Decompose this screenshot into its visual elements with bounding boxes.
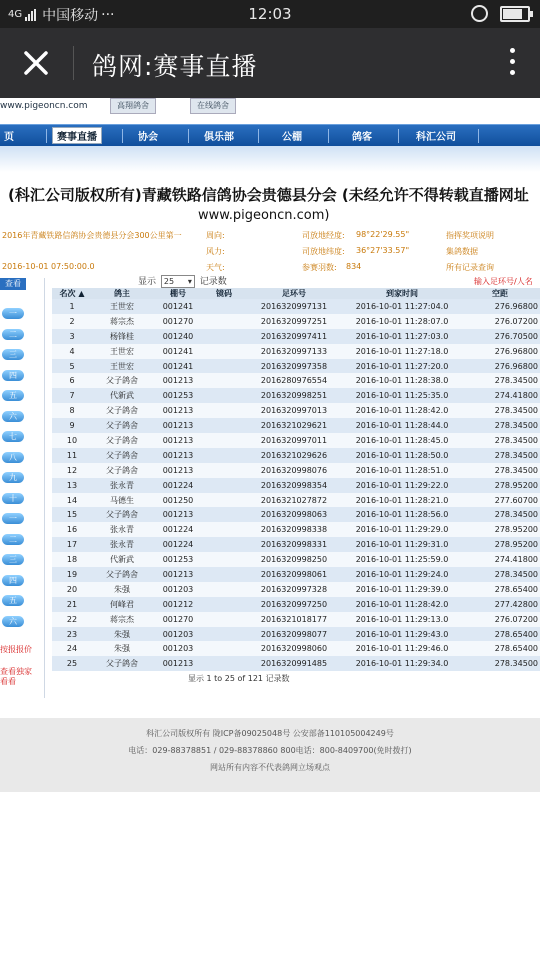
footer-phone: 电话：029-88378851 / 029-88378860 800电话：800-8409700(免时拨打) <box>128 746 412 755</box>
top-tabs <box>0 98 540 120</box>
nav-association[interactable]: 协会 <box>138 132 158 143</box>
table-cell: 2016320997328 <box>244 582 344 597</box>
table-cell: 14 <box>52 493 92 508</box>
app-bar <box>0 28 540 98</box>
lng-value: 98°22'29.55" <box>356 230 410 239</box>
table-cell: 001203 <box>152 641 204 656</box>
table-cell <box>204 478 244 493</box>
sidebar-page-button[interactable]: 七 <box>2 431 24 442</box>
table-cell: 278.95200 <box>460 478 540 493</box>
table-cell: 2016320998060 <box>244 641 344 656</box>
table-cell: 2016321029626 <box>244 448 344 463</box>
table-cell: 蒋宗杰 <box>92 612 152 627</box>
nav-live[interactable]: 赛事直播 <box>52 127 102 144</box>
table-cell: 001213 <box>152 403 204 418</box>
table-cell <box>204 448 244 463</box>
table-cell: 2016-10-01 11:25:35.0 <box>344 388 460 403</box>
table-row[interactable] <box>52 448 540 463</box>
table-row[interactable] <box>52 582 540 597</box>
table-cell: 2016320998076 <box>244 463 344 478</box>
table-cell: 001270 <box>152 314 204 329</box>
table-cell: 278.34500 <box>460 373 540 388</box>
sidebar-page-button[interactable]: 九 <box>2 472 24 483</box>
table-cell: 2016320998063 <box>244 507 344 522</box>
table-cell: 001224 <box>152 537 204 552</box>
table-cell: 7 <box>52 388 92 403</box>
lng-label: 司放地经度: <box>302 231 345 240</box>
sidebar-head: 查看 <box>0 278 26 290</box>
table-cell: 001213 <box>152 418 204 433</box>
nav-home[interactable]: 页 <box>4 132 14 143</box>
sidebar-page-button[interactable]: 二 <box>2 329 24 340</box>
sidebar-note-3[interactable]: 看看 <box>0 677 16 686</box>
table-cell: 24 <box>52 641 92 656</box>
table-cell: 274.41800 <box>460 552 540 567</box>
table-cell: 杨锋桂 <box>92 329 152 344</box>
table-cell: 2016280976554 <box>244 373 344 388</box>
table-cell: 2016320997358 <box>244 359 344 374</box>
table-cell: 21 <box>52 597 92 612</box>
table-row[interactable] <box>52 641 540 656</box>
pagination-info: 显示 1 to 25 of 121 记录数 <box>188 674 290 683</box>
footer-disclaimer: 网站所有内容不代表鸽网立场观点 <box>210 763 330 772</box>
table-cell: 蒋宗杰 <box>92 314 152 329</box>
page-title: 鸽网:赛事直播 <box>92 52 258 81</box>
table-cell: 001241 <box>152 344 204 359</box>
table-cell: 18 <box>52 552 92 567</box>
table-cell: 278.34500 <box>460 433 540 448</box>
table-cell <box>204 537 244 552</box>
table-cell <box>204 463 244 478</box>
table-cell: 2016-10-01 11:27:04.0 <box>344 299 460 314</box>
table-cell: 277.42800 <box>460 597 540 612</box>
table-cell: 2016320998250 <box>244 552 344 567</box>
site-url[interactable]: www.pigeoncn.com <box>0 101 88 111</box>
table-row[interactable] <box>52 314 540 329</box>
table-cell: 001213 <box>152 373 204 388</box>
table-cell: 3 <box>52 329 92 344</box>
table-row[interactable] <box>52 656 540 671</box>
status-bar <box>0 0 540 28</box>
blank-area <box>0 792 540 960</box>
table-cell: 278.34500 <box>460 656 540 671</box>
notification-dots: ··· <box>101 7 115 23</box>
weather-label: 天气: <box>206 263 225 272</box>
table-cell: 1 <box>52 299 92 314</box>
table-cell: 2016321029621 <box>244 418 344 433</box>
table-cell: 2016320997251 <box>244 314 344 329</box>
table-row[interactable] <box>52 493 540 508</box>
table-cell: 274.41800 <box>460 388 540 403</box>
table-cell: 9 <box>52 418 92 433</box>
nav-shadow <box>0 146 540 172</box>
table-cell: 001240 <box>152 329 204 344</box>
table-cell: 276.96800 <box>460 344 540 359</box>
table-cell: 278.65400 <box>460 582 540 597</box>
table-cell: 001224 <box>152 478 204 493</box>
table-cell <box>204 373 244 388</box>
table-cell: 001213 <box>152 433 204 448</box>
table-cell: 4 <box>52 344 92 359</box>
table-cell: 2016-10-01 11:28:50.0 <box>344 448 460 463</box>
table-cell: 276.70500 <box>460 329 540 344</box>
table-row[interactable] <box>52 359 540 374</box>
table-cell: 276.96800 <box>460 299 540 314</box>
table-row[interactable] <box>52 373 540 388</box>
table-cell: 2016-10-01 11:29:43.0 <box>344 627 460 642</box>
table-cell: 13 <box>52 478 92 493</box>
table-cell <box>204 359 244 374</box>
award-link[interactable]: 指挥奖项说明 <box>446 231 494 240</box>
table-cell <box>204 433 244 448</box>
table-cell: 2016-10-01 11:29:29.0 <box>344 522 460 537</box>
table-cell: 001241 <box>152 359 204 374</box>
table-cell: 001270 <box>152 612 204 627</box>
table-cell: 朱强 <box>92 627 152 642</box>
table-cell: 朱强 <box>92 582 152 597</box>
lat-value: 36°27'33.57" <box>356 246 410 255</box>
table-cell: 278.65400 <box>460 627 540 642</box>
sidebar-page-button[interactable]: 一 <box>2 513 24 524</box>
table-cell: 代新武 <box>92 552 152 567</box>
table-cell: 17 <box>52 537 92 552</box>
table-cell <box>204 299 244 314</box>
race-name: 2016年青藏铁路信鸽协会贵德县分会300公里第一 <box>2 231 182 240</box>
table-cell <box>204 507 244 522</box>
table-row[interactable] <box>52 478 540 493</box>
table-cell: 001213 <box>152 656 204 671</box>
table-cell: 2016320998354 <box>244 478 344 493</box>
tab-gaoxiang[interactable]: 高翔鸽舍 <box>110 98 156 114</box>
table-cell: 2016-10-01 11:28:38.0 <box>344 373 460 388</box>
table-cell: 王世宏 <box>92 344 152 359</box>
table-cell <box>204 403 244 418</box>
table-cell: 12 <box>52 463 92 478</box>
table-cell: 10 <box>52 433 92 448</box>
table-row[interactable] <box>52 522 540 537</box>
clock: 12:03 <box>248 5 292 23</box>
table-cell: 2016321027872 <box>244 493 344 508</box>
column-header[interactable]: 到家时间 <box>344 288 460 299</box>
table-cell <box>204 522 244 537</box>
site-footer <box>0 718 540 792</box>
table-row[interactable] <box>52 552 540 567</box>
table-cell: 2016320997133 <box>244 344 344 359</box>
table-cell: 2016320997011 <box>244 433 344 448</box>
table-cell: 001213 <box>152 507 204 522</box>
table-cell: 001213 <box>152 448 204 463</box>
table-cell: 代新武 <box>92 388 152 403</box>
column-header[interactable]: 足环号 <box>244 288 344 299</box>
table-cell: 2016-10-01 11:29:22.0 <box>344 478 460 493</box>
table-cell: 001212 <box>152 597 204 612</box>
table-cell: 2016320997250 <box>244 597 344 612</box>
table-cell: 22 <box>52 612 92 627</box>
table-cell: 父子鸽舍 <box>92 418 152 433</box>
table-cell: 6 <box>52 373 92 388</box>
table-cell: 2016320998061 <box>244 567 344 582</box>
table-row[interactable] <box>52 299 540 314</box>
close-icon[interactable] <box>18 45 54 81</box>
sidebar-page-button[interactable]: 十 <box>2 493 24 504</box>
table-cell: 何峰君 <box>92 597 152 612</box>
table-cell <box>204 418 244 433</box>
race-site: www.pigeoncn.com) <box>198 208 330 223</box>
table-cell: 276.07200 <box>460 314 540 329</box>
alarm-icon <box>471 5 488 22</box>
table-cell: 王世宏 <box>92 299 152 314</box>
table-cell: 2016-10-01 11:28:42.0 <box>344 597 460 612</box>
table-cell: 278.65400 <box>460 641 540 656</box>
table-cell: 2016-10-01 11:29:31.0 <box>344 537 460 552</box>
table-cell: 2 <box>52 314 92 329</box>
sidebar-page-button[interactable]: 一 <box>2 308 24 319</box>
collect-link[interactable]: 集鸽数据 <box>446 247 478 256</box>
count-label: 参赛羽数: <box>302 263 337 272</box>
table-cell: 278.95200 <box>460 537 540 552</box>
table-cell <box>204 567 244 582</box>
sidebar-page-button[interactable]: 三 <box>2 349 24 360</box>
table-cell: 父子鸽舍 <box>92 403 152 418</box>
table-cell: 2016321018177 <box>244 612 344 627</box>
table-row[interactable] <box>52 403 540 418</box>
table-cell: 2016-10-01 11:28:51.0 <box>344 463 460 478</box>
table-cell: 8 <box>52 403 92 418</box>
release-time: 2016-10-01 07:50:00.0 <box>2 262 95 271</box>
table-cell: 2016-10-01 11:28:45.0 <box>344 433 460 448</box>
table-cell: 2016-10-01 11:29:13.0 <box>344 612 460 627</box>
table-cell <box>204 612 244 627</box>
table-cell: 001250 <box>152 493 204 508</box>
table-cell <box>204 656 244 671</box>
sidebar-page-button[interactable]: 六 <box>2 616 24 627</box>
table-row[interactable] <box>52 567 540 582</box>
divider <box>73 46 74 80</box>
search-hint[interactable]: 输入足环号/人名 <box>474 277 533 286</box>
table-cell: 2016-10-01 11:27:18.0 <box>344 344 460 359</box>
sidebar <box>0 278 45 698</box>
table-cell: 2016320991485 <box>244 656 344 671</box>
table-cell <box>204 552 244 567</box>
sidebar-page-button[interactable]: 二 <box>2 534 24 545</box>
table-cell: 马德生 <box>92 493 152 508</box>
table-cell: 2016320997131 <box>244 299 344 314</box>
column-header[interactable]: 空距 <box>460 288 540 299</box>
sidebar-page-button[interactable]: 五 <box>2 390 24 401</box>
table-cell: 2016320998331 <box>244 537 344 552</box>
table-cell <box>204 582 244 597</box>
table-cell: 25 <box>52 656 92 671</box>
table-cell: 2016320997013 <box>244 403 344 418</box>
table-row[interactable] <box>52 329 540 344</box>
battery-icon <box>500 6 530 22</box>
column-header[interactable]: 名次 ▲ <box>52 288 92 299</box>
table-row[interactable] <box>52 537 540 552</box>
table-cell: 276.96800 <box>460 359 540 374</box>
table-cell: 277.60700 <box>460 493 540 508</box>
sidebar-page-button[interactable]: 三 <box>2 554 24 565</box>
table-cell <box>204 627 244 642</box>
results-table <box>52 288 540 671</box>
sidebar-page-button[interactable]: 四 <box>2 575 24 586</box>
column-header[interactable]: 鸽主 <box>92 288 152 299</box>
table-cell: 23 <box>52 627 92 642</box>
column-header[interactable]: 棚号 <box>152 288 204 299</box>
table-cell: 父子鸽舍 <box>92 448 152 463</box>
table-cell: 张永青 <box>92 478 152 493</box>
table-cell: 16 <box>52 522 92 537</box>
all-records-link[interactable]: 所有记录查询 <box>446 263 494 272</box>
count-value: 834 <box>346 262 362 271</box>
main-nav <box>0 124 540 147</box>
table-row[interactable] <box>52 433 540 448</box>
table-cell <box>204 388 244 403</box>
table-row[interactable] <box>52 627 540 642</box>
table-cell: 2016320998251 <box>244 388 344 403</box>
table-cell <box>204 329 244 344</box>
race-headline: (科汇公司版权所有)青藏铁路信鸽协会贵德县分会 (未经允许不得转载直播网址 <box>8 186 529 204</box>
table-cell: 2016-10-01 11:28:07.0 <box>344 314 460 329</box>
table-cell: 278.34500 <box>460 403 540 418</box>
table-cell: 20 <box>52 582 92 597</box>
table-cell: 2016-10-01 11:25:59.0 <box>344 552 460 567</box>
table-cell: 001253 <box>152 388 204 403</box>
table-cell: 278.34500 <box>460 567 540 582</box>
table-cell: 001224 <box>152 522 204 537</box>
table-cell <box>204 344 244 359</box>
table-cell: 278.34500 <box>460 463 540 478</box>
more-vert-icon[interactable] <box>508 48 516 80</box>
sidebar-page-button[interactable]: 八 <box>2 452 24 463</box>
sidebar-page-button[interactable]: 四 <box>2 370 24 381</box>
table-cell: 5 <box>52 359 92 374</box>
table-cell: 2016320998338 <box>244 522 344 537</box>
table-cell: 001253 <box>152 552 204 567</box>
table-row[interactable] <box>52 344 540 359</box>
table-row[interactable] <box>52 612 540 627</box>
page-size-select[interactable]: 25 ▾ <box>161 275 195 288</box>
sidebar-page-button[interactable]: 六 <box>2 411 24 422</box>
table-cell <box>204 314 244 329</box>
footer-copyright: 科汇公司版权所有 陇ICP备09025048号 公安部备110105004249号 <box>146 729 394 738</box>
table-cell: 001203 <box>152 582 204 597</box>
network-type: 4G <box>8 9 23 20</box>
table-cell <box>204 493 244 508</box>
table-cell: 276.07200 <box>460 612 540 627</box>
table-cell: 001241 <box>152 299 204 314</box>
table-row[interactable] <box>52 597 540 612</box>
table-cell: 001213 <box>152 567 204 582</box>
table-cell: 张永青 <box>92 537 152 552</box>
table-cell: 2016-10-01 11:29:34.0 <box>344 656 460 671</box>
table-cell: 278.34500 <box>460 507 540 522</box>
table-cell: 2016-10-01 11:29:24.0 <box>344 567 460 582</box>
nav-club[interactable]: 俱乐部 <box>204 132 234 143</box>
table-cell <box>204 597 244 612</box>
sidebar-note-2[interactable]: 查看独家 <box>0 667 32 676</box>
column-header[interactable]: 镜码 <box>204 288 244 299</box>
carrier-name: 中国移动 <box>42 8 99 24</box>
table-row[interactable] <box>52 463 540 478</box>
table-cell: 001213 <box>152 463 204 478</box>
nav-guests[interactable]: 鸽客 <box>352 132 372 143</box>
table-cell: 2016-10-01 11:28:42.0 <box>344 403 460 418</box>
table-cell <box>204 641 244 656</box>
tab-online-loft[interactable]: 在线鸽舍 <box>190 98 236 114</box>
table-cell: 11 <box>52 448 92 463</box>
table-cell: 2016-10-01 11:29:39.0 <box>344 582 460 597</box>
table-cell: 2016-10-01 11:29:46.0 <box>344 641 460 656</box>
table-cell: 父子鸽舍 <box>92 463 152 478</box>
web-view <box>0 98 540 792</box>
direction-label: 周向: <box>206 231 225 240</box>
table-cell: 2016-10-01 11:27:20.0 <box>344 359 460 374</box>
table-cell: 278.34500 <box>460 448 540 463</box>
table-cell: 15 <box>52 507 92 522</box>
nav-loft[interactable]: 公棚 <box>282 132 302 143</box>
table-cell: 张永青 <box>92 522 152 537</box>
nav-kehui[interactable]: 科汇公司 <box>416 132 456 143</box>
table-cell: 2016-10-01 11:28:44.0 <box>344 418 460 433</box>
table-cell: 父子鸽舍 <box>92 373 152 388</box>
table-cell: 278.95200 <box>460 522 540 537</box>
lat-label: 司放地纬度: <box>302 247 345 256</box>
page-size-control: 显示 25 ▾ 记录数 <box>138 274 227 288</box>
table-cell: 2016-10-01 11:27:03.0 <box>344 329 460 344</box>
table-cell: 朱强 <box>92 641 152 656</box>
table-cell: 2016-10-01 11:28:56.0 <box>344 507 460 522</box>
table-cell: 278.34500 <box>460 418 540 433</box>
table-cell: 父子鸽舍 <box>92 656 152 671</box>
table-cell: 19 <box>52 567 92 582</box>
sidebar-page-button[interactable]: 五 <box>2 595 24 606</box>
table-cell: 001203 <box>152 627 204 642</box>
table-cell: 2016320997411 <box>244 329 344 344</box>
table-cell: 父子鸽舍 <box>92 567 152 582</box>
table-cell: 父子鸽舍 <box>92 433 152 448</box>
table-row[interactable] <box>52 388 540 403</box>
table-cell: 父子鸽舍 <box>92 507 152 522</box>
table-cell: 2016320998077 <box>244 627 344 642</box>
wind-label: 风力: <box>206 247 225 256</box>
table-cell: 王世宏 <box>92 359 152 374</box>
sidebar-note-1[interactable]: 按报报价 <box>0 645 32 654</box>
table-cell: 2016-10-01 11:28:21.0 <box>344 493 460 508</box>
table-row[interactable] <box>52 507 540 522</box>
table-row[interactable] <box>52 418 540 433</box>
